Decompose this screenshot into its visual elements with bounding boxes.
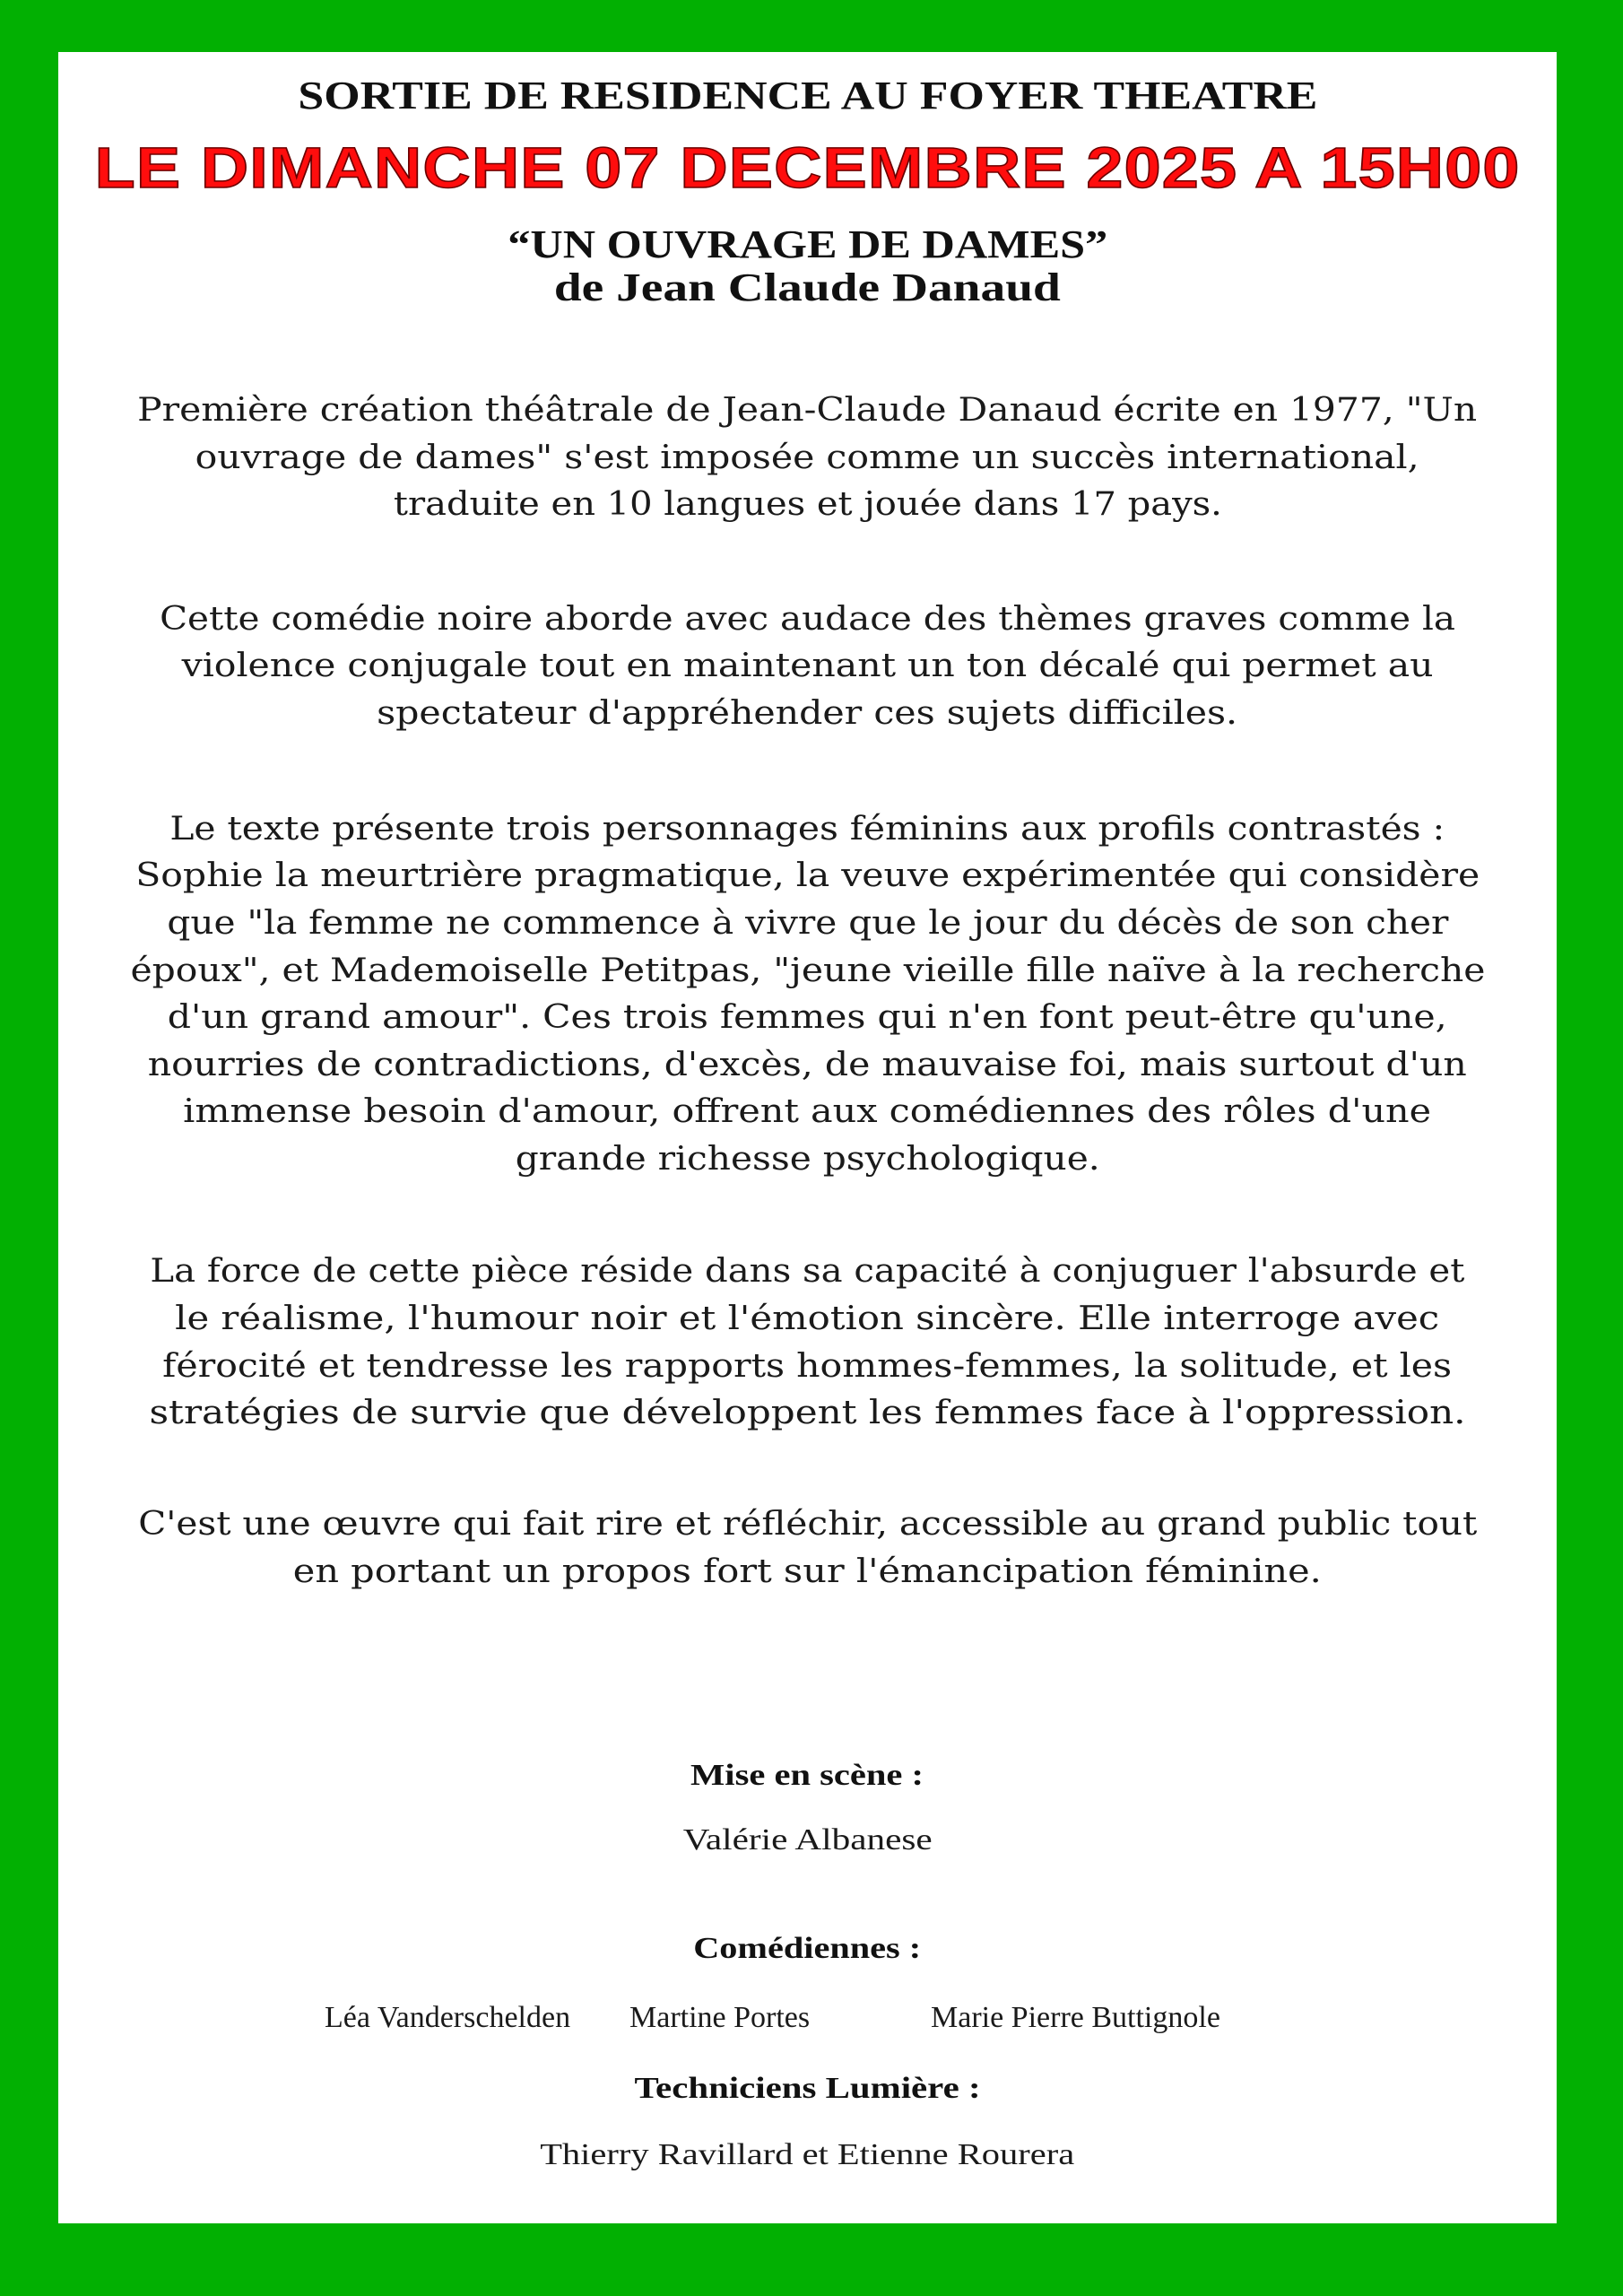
actress-name — [325, 2003, 570, 2033]
actress-name-text: Marie Pierre Buttignole — [931, 2001, 1220, 2034]
actress-name — [931, 2003, 1220, 2033]
residence-heading — [58, 76, 1557, 116]
paragraph-line — [58, 1253, 1557, 1290]
paragraph-line — [58, 813, 1557, 846]
paragraph-line-text: grande richesse psychologique. — [515, 1141, 1100, 1178]
paragraph-line-text: spectateur d'appréhender ces sujets difficiles. — [377, 695, 1238, 732]
actresses-label — [58, 1934, 1557, 1964]
paragraph-line — [58, 695, 1557, 732]
play-title — [58, 222, 1557, 266]
residence-heading-text: SORTIE DE RESIDENCE AU FOYER THEATRE — [297, 74, 1318, 117]
paragraph-line — [58, 1093, 1557, 1130]
director-name-text: Valérie Albanese — [682, 1823, 933, 1857]
paragraph-line — [58, 1553, 1557, 1590]
paragraph-line — [58, 486, 1557, 523]
play-author-text: de Jean Claude Danaud — [553, 265, 1061, 309]
event-date-text: LE DIMANCHE 07 DECEMBRE 2025 A 15H00 — [94, 135, 1521, 200]
actresses-label-text: Comédiennes : — [693, 1932, 922, 1965]
paragraph-line-text: époux", et Mademoiselle Petitpas, "jeune vieille fille naïve à la recherche — [130, 952, 1485, 989]
lighting-names-text: Thierry Ravillard et Etienne Rourera — [540, 2138, 1075, 2171]
paragraph-line-text: C'est une œuvre qui fait rire et réfléchir, accessible au grand public tout — [137, 1506, 1478, 1543]
actress-name-text: Léa Vanderschelden — [325, 2001, 571, 2034]
lighting-names — [58, 2140, 1557, 2170]
paragraph-line-text: immense besoin d'amour, offrent aux comédiennes des rôles d'une — [183, 1093, 1432, 1130]
paragraph-line-text: férocité et tendresse les rapports hommes-femmes, la solitude, et les — [162, 1348, 1453, 1385]
lighting-label-text: Techniciens Lumière : — [634, 2072, 981, 2105]
paragraph-line-text: que "la femme ne commence à vivre que le jour du décès de son cher — [166, 905, 1448, 942]
actress-name-text: Martine Portes — [629, 2001, 811, 2034]
paragraph-line — [58, 1348, 1557, 1385]
paragraph-line — [58, 952, 1557, 989]
paragraph-line — [58, 905, 1557, 942]
paragraph-line-text: d'un grand amour". Ces trois femmes qui n'en font peut-être qu'une, — [168, 999, 1447, 1036]
direction-label — [58, 1761, 1557, 1791]
paragraph-line-text: Première création théâtrale de Jean-Claude Danaud écrite en 1977, "Un — [137, 392, 1478, 429]
paragraph-line-text: violence conjugale tout en maintenant un ton décalé qui permet au — [181, 648, 1434, 684]
paragraph-line-text: La force de cette pièce réside dans sa capacité à conjuguer l'absurde et — [150, 1253, 1465, 1290]
paragraph-line — [58, 1141, 1557, 1178]
play-title-text: “UN OUVRAGE DE DAMES” — [508, 222, 1107, 266]
paragraph-line-text: ouvrage de dames" s'est imposée comme un succès international, — [195, 439, 1419, 476]
direction-label-text: Mise en scène : — [690, 1759, 924, 1792]
paragraph-line — [58, 999, 1557, 1036]
paragraph-line — [58, 1300, 1557, 1337]
play-author — [58, 265, 1557, 309]
paragraph-line-text: en portant un propos fort sur l'émancipation féminine. — [293, 1553, 1322, 1590]
event-date-heading — [58, 135, 1557, 200]
paragraph-line — [58, 392, 1557, 429]
paragraph-line-text: stratégies de survie que développent les femmes face à l'oppression. — [149, 1395, 1466, 1431]
poster-panel — [58, 52, 1557, 2223]
paragraph-line-text: Le texte présente trois personnages féminins aux profils contrastés : — [169, 811, 1445, 848]
paragraph-line-text: le réalisme, l'humour noir et l'émotion sincère. Elle interroge avec — [175, 1300, 1440, 1337]
paragraph-line-text: traduite en 10 langues et jouée dans 17 pays. — [393, 486, 1222, 523]
paragraph-line-text: nourries de contradictions, d'excès, de mauvaise foi, mais surtout d'un — [147, 1047, 1468, 1083]
paragraph-line-text: Cette comédie noire aborde avec audace des thèmes graves comme la — [160, 601, 1455, 638]
paragraph-line — [58, 439, 1557, 476]
director-name — [58, 1825, 1557, 1856]
paragraph-line-text: Sophie la meurtrière pragmatique, la veuve expérimentée qui considère — [135, 857, 1480, 894]
paragraph-line — [58, 601, 1557, 638]
actress-name — [629, 2003, 810, 2033]
paragraph-line — [58, 857, 1557, 894]
paragraph-line — [58, 650, 1557, 683]
paragraph-line — [58, 1506, 1557, 1543]
lighting-label — [58, 2074, 1557, 2104]
paragraph-line — [58, 1397, 1557, 1430]
paragraph-line — [58, 1049, 1557, 1082]
